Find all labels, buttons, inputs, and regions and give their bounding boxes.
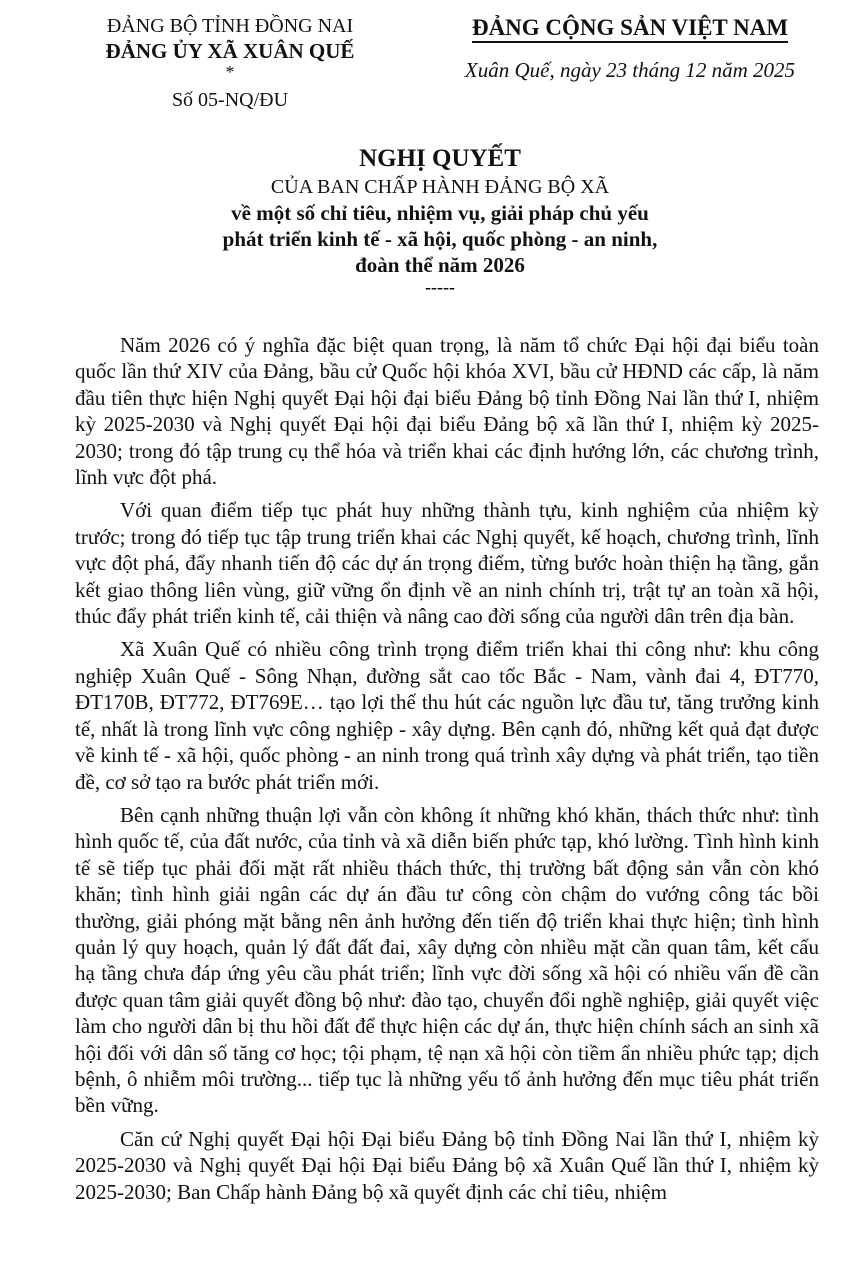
paragraph: Năm 2026 có ý nghĩa đặc biệt quan trọng, là năm tổ chức Đại hội đại biểu toàn quốc lần thứ XIV của Đảng, bầu cử Quốc hội khóa XVI, bầu cử HĐND các cấp, là năm đầu tiên thực hiện Nghị quyết Đại hội đại biểu Đảng bộ tỉnh Đồng Nai lần thứ I, nhiệm kỳ 2025-2030 và Nghị quyết Đại hội đại biểu Đảng bộ xã lần thứ I, nhiệm kỳ 2025-2030; trong đó tập trung cụ thể hóa và triển khai các định hướng lớn, các chương trình, lĩnh vực đột phá. bbox=[75, 333, 819, 490]
title-separator: ----- bbox=[425, 277, 455, 297]
issue-date: Xuân Quế, ngày 23 tháng 12 năm 2025 bbox=[464, 58, 796, 82]
star-divider: * bbox=[225, 62, 235, 82]
document-type-title: NGHỊ QUYẾT bbox=[359, 145, 521, 172]
document-body bbox=[75, 332, 819, 1212]
title-line-2: phát triển kinh tế - xã hội, quốc phòng - an ninh, bbox=[222, 227, 658, 251]
provincial-party-committee: ĐẢNG BỘ TỈNH ĐỒNG NAI bbox=[106, 15, 354, 37]
paragraph: Xã Xuân Quế có nhiều công trình trọng điểm triển khai thi công như: khu công nghiệp Xuân Quế - Sông Nhạn, đường sắt cao tốc Bắc - Nam, vành đai 4, ĐT770, ĐT170B, ĐT772, ĐT769E… tạo lợi thế thu hút các nguồn lực đầu tư, tăng trưởng kinh tế, nhất là trong lĩnh vực công nghiệp - xây dựng. Bên cạnh đó, những kết quả đạt được về kinh tế - xã hội, quốc phòng - an ninh trong quá trình xây dựng và phát triển, tạo tiền đề, cơ sở tạo ra bước phát triển mới. bbox=[75, 637, 819, 794]
party-name bbox=[425, 14, 835, 42]
paragraph: Với quan điểm tiếp tục phát huy những thành tựu, kinh nghiệm của nhiệm kỳ trước; trong đó tiếp tục tập trung triển khai các Nghị quyết, kế hoạch, chương trình, lĩnh vực đột phá, đẩy nhanh tiến độ các dự án trọng điểm, từng bước hoàn thiện hạ tầng, gắn kết giao thông liên vùng, giữ vững ổn định về an ninh chính trị, trật tự an toàn xã hội, thúc đẩy phát triển kinh tế, cải thiện và nâng cao đời sống của người dân trên địa bàn. bbox=[75, 498, 819, 629]
paragraph: Căn cứ Nghị quyết Đại hội Đại biểu Đảng bộ tỉnh Đồng Nai lần thứ I, nhiệm kỳ 2025-2030 và Nghị quyết Đại hội Đại biểu Đảng bộ xã Xuân Quế lần thứ I, nhiệm kỳ 2025-2030; Ban Chấp hành Đảng bộ xã quyết định các chỉ tiêu, nhiệm bbox=[75, 1126, 819, 1204]
title-block bbox=[60, 144, 820, 296]
issuing-authority-block bbox=[70, 14, 390, 113]
title-line-1: về một số chỉ tiêu, nhiệm vụ, giải pháp chủ yếu bbox=[231, 201, 649, 225]
title-line-3: đoàn thể năm 2026 bbox=[355, 253, 525, 277]
commune-party-committee: ĐẢNG ỦY XÃ XUÂN QUẾ bbox=[105, 39, 355, 63]
document-number: Số 05-NQ/ĐU bbox=[171, 89, 289, 111]
national-header-block bbox=[425, 14, 835, 84]
document-subtitle: CỦA BAN CHẤP HÀNH ĐẢNG BỘ XÃ bbox=[270, 176, 610, 198]
paragraph: Bên cạnh những thuận lợi vẫn còn không ít những khó khăn, thách thức như: tình hình quốc tế, của đất nước, của tỉnh và xã diễn biến phức tạp, khó lường. Tình hình kinh tế sẽ tiếp tục phải đối mặt rất nhiều thách thức, thị trường bất động sản vẫn còn khó khăn; tình hình giải ngân các dự án đầu tư công còn chậm do vướng công tác bồi thường, giải phóng mặt bằng nên ảnh hưởng đến tiến độ triển khai thực hiện; tình hình quản lý quy hoạch, quản lý đất đất đai, xây dựng còn nhiều mặt cần quan tâm, kết cấu hạ tầng chưa đáp ứng yêu cầu phát triển; lĩnh vực đời sống xã hội có nhiều vấn đề cần được quan tâm giải quyết đồng bộ như: đào tạo, chuyển đổi nghề nghiệp, giải quyết việc làm cho người dân bị thu hồi đất để thực hiện các dự án, thực hiện chính sách an sinh xã hội đối với dân số tăng cơ học; tội phạm, tệ nạn xã hội còn tiềm ẩn nhiều phức tạp; dịch bệnh, ô nhiễm môi trường... tiếp tục là những yếu tố ảnh hưởng đến mục tiêu phát triển bền vững. bbox=[75, 802, 819, 1118]
party-name-text: ĐẢNG CỘNG SẢN VIỆT NAM bbox=[472, 15, 788, 43]
